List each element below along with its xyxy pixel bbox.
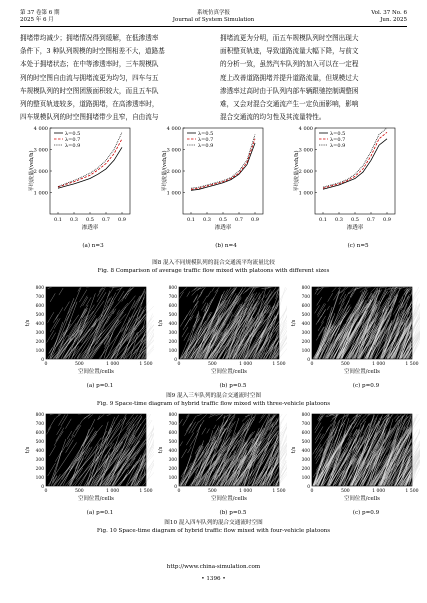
- fig9-caption-cn: 图9 混入三车队列的混合交通流时空图: [166, 393, 261, 399]
- x-tick-label: 1 500: [139, 362, 153, 367]
- y-tick-label: 700: [35, 421, 44, 427]
- y-tick-label: 300: [35, 457, 44, 463]
- x-tick-label: 0: [310, 489, 314, 494]
- fig10-caption-en: Fig. 10 Space-time diagram of hybrid traffic flow mixed with four-vehicle platoons: [96, 528, 331, 534]
- x-tick-label: 0: [177, 362, 181, 367]
- y-tick-label: 2 000: [33, 168, 48, 175]
- legend-label: λ=0.5: [330, 130, 346, 137]
- header-rule: [20, 26, 407, 27]
- text-line: 列的整页轨迹较多，道路拥堵，在高渗透率时，: [20, 100, 159, 109]
- y-axis-label: t/s: [25, 446, 31, 454]
- y-tick-label: 200: [35, 339, 44, 345]
- journal-volume-en: [371, 10, 407, 24]
- fig9-caption-en: Fig. 9 Space-time diagram of hybrid traffic flow mixed with three-vehicle platoons: [96, 401, 331, 407]
- y-tick-label: 400: [35, 321, 44, 327]
- text-line: 面积整页轨迹，导致道路流量大幅下降，与前文: [220, 47, 359, 56]
- x-tick-label: 0.1: [187, 217, 195, 223]
- x-tick-label: 1 500: [272, 362, 286, 367]
- y-tick-label: 500: [168, 312, 177, 318]
- x-tick-label: 0.9: [118, 217, 126, 223]
- journal-title-en: Journal of System Simulation: [172, 17, 255, 23]
- y-tick-label: 200: [301, 466, 310, 472]
- plot-frame: [50, 128, 130, 214]
- y-tick-label: 700: [168, 294, 177, 300]
- x-tick-label: 1 500: [405, 362, 419, 367]
- y-tick-label: 600: [168, 303, 177, 309]
- y-tick-label: 300: [35, 330, 44, 336]
- y-tick-label: 800: [301, 412, 310, 418]
- spacetime-9a: [24, 284, 154, 377]
- y-tick-label: 800: [168, 285, 177, 291]
- line-chart-b: [161, 124, 271, 236]
- x-tick-label: 0: [44, 489, 48, 494]
- text-line: 渗透率过高时由于队列内部车辆跟驰控制调整困: [220, 86, 359, 95]
- y-tick-label: 300: [168, 330, 177, 336]
- volume-issue-en: Vol. 37 No. 6: [371, 10, 407, 16]
- y-tick-label: 100: [168, 475, 177, 481]
- spacetime-10b: [157, 411, 287, 504]
- legend-label: λ=0.5: [65, 130, 81, 137]
- y-tick-label: 800: [35, 285, 44, 291]
- issue-date-en: Jun. 2025: [380, 17, 407, 23]
- x-axis-label: 空间位置/cells: [344, 369, 380, 375]
- x-tick-label: 0: [44, 362, 48, 367]
- y-tick-label: 0: [307, 484, 310, 490]
- y-tick-label: 3 000: [298, 147, 313, 154]
- text-line: 列的时空图自由流与拥堵流更为均匀，四车与五: [20, 73, 159, 82]
- y-tick-label: 300: [301, 330, 310, 336]
- y-axis-label: t/s: [291, 319, 297, 327]
- right-column-text: [220, 32, 407, 124]
- y-tick-label: 300: [168, 457, 177, 463]
- legend-label: λ=0.7: [330, 136, 346, 143]
- x-tick-label: 0.1: [54, 217, 62, 223]
- y-tick-label: 400: [168, 448, 177, 454]
- x-tick-label: 1 000: [106, 489, 120, 494]
- y-tick-label: 400: [301, 321, 310, 327]
- x-tick-label: 0.1: [319, 217, 327, 223]
- plot-frame: [315, 128, 395, 214]
- page-number: • 1396 •: [201, 576, 226, 582]
- y-tick-label: 800: [301, 285, 310, 291]
- subcaption-8c: (c) n=5: [347, 243, 369, 249]
- y-tick-label: 200: [168, 339, 177, 345]
- y-tick-label: 700: [168, 421, 177, 427]
- y-tick-label: 300: [301, 457, 310, 463]
- x-axis-label: 渗透率: [346, 225, 364, 231]
- y-tick-label: 100: [35, 348, 44, 354]
- y-tick-label: 200: [301, 339, 310, 345]
- legend-label: λ=0.9: [198, 142, 214, 149]
- spacetime-9c: [290, 284, 420, 377]
- y-tick-label: 600: [301, 303, 310, 309]
- legend-label: λ=0.9: [330, 142, 346, 149]
- x-axis-label: 空间位置/cells: [211, 369, 247, 375]
- fig8-caption-en: Fig. 8 Comparison of average traffic flow mixed with platoons with different sizes: [97, 268, 330, 274]
- y-tick-label: 100: [301, 475, 310, 481]
- x-tick-label: 500: [207, 362, 217, 367]
- journal-title-cn: 系统仿真学报: [196, 10, 230, 16]
- y-tick-label: 0: [174, 357, 177, 363]
- y-tick-label: 0: [174, 484, 177, 490]
- text-line: 难，又会对混合交通流产生一定负面影响，影响: [220, 100, 359, 109]
- y-tick-label: 3 000: [33, 147, 48, 154]
- y-tick-label: 4 000: [166, 125, 181, 132]
- y-tick-label: 600: [301, 430, 310, 436]
- y-tick-label: 500: [168, 439, 177, 445]
- x-tick-label: 0.5: [351, 217, 359, 223]
- x-tick-label: 0.7: [235, 217, 243, 223]
- subcaption-8b: (b) n=4: [215, 243, 237, 249]
- subcaption-9b: (b) p=0.5: [219, 383, 247, 389]
- text-line: 混合交通流的均匀性及其流量特性。: [220, 113, 326, 122]
- text-line: 拥堵流更为分明，而五车规模队列时空图出现大: [220, 34, 359, 42]
- y-tick-label: 700: [35, 294, 44, 300]
- text-line: 四车规模队列的时空图拥堵带少且窄，自由流与: [20, 113, 159, 122]
- subcaption-10c: (c) p=0.9: [352, 510, 380, 516]
- legend-label: λ=0.7: [198, 136, 214, 143]
- x-axis-label: 空间位置/cells: [78, 496, 114, 502]
- y-axis-label: 平均流量/(veh/h): [294, 150, 300, 192]
- x-tick-label: 0.3: [335, 217, 343, 223]
- left-column-text: [20, 32, 206, 124]
- text-line: 拥堵带均减少；拥堵情况得到缓解，在低渗透率: [20, 34, 159, 42]
- y-axis-label: t/s: [291, 446, 297, 454]
- y-tick-label: 4 000: [298, 125, 313, 132]
- y-tick-label: 0: [307, 357, 310, 363]
- subcaption-9a: (a) p=0.1: [86, 383, 114, 389]
- line-chart-a: [28, 124, 138, 236]
- text-line: 条件下，3 种队列规模的时空图相差不大，道路基: [20, 47, 165, 56]
- x-axis-label: 渗透率: [214, 225, 232, 231]
- y-tick-label: 0: [41, 357, 44, 363]
- y-tick-label: 600: [35, 303, 44, 309]
- x-axis-label: 空间位置/cells: [344, 496, 380, 502]
- x-tick-label: 0.3: [70, 217, 78, 223]
- text-line: 车规模队列的时空图团簇面积较大，而且五车队: [20, 86, 159, 95]
- y-tick-label: 500: [35, 312, 44, 318]
- y-tick-label: 2 000: [166, 168, 181, 175]
- y-tick-label: 700: [301, 294, 310, 300]
- y-tick-label: 1 000: [166, 190, 181, 197]
- y-tick-label: 800: [35, 412, 44, 418]
- x-tick-label: 1 500: [405, 489, 419, 494]
- spacetime-10a: [24, 411, 154, 504]
- y-tick-label: 200: [168, 466, 177, 472]
- x-tick-label: 0.7: [102, 217, 110, 223]
- y-tick-label: 100: [35, 475, 44, 481]
- text-line: 度上改善道路拥堵并提升道路流量，但规模过大: [220, 73, 359, 82]
- legend-label: λ=0.7: [65, 136, 81, 143]
- x-axis-label: 渗透率: [81, 225, 99, 231]
- y-axis-label: 平均流量/(veh/h): [29, 150, 35, 192]
- y-tick-label: 1 000: [33, 190, 48, 197]
- x-tick-label: 1 000: [239, 489, 253, 494]
- x-tick-label: 1 000: [239, 362, 253, 367]
- x-tick-label: 500: [340, 362, 350, 367]
- y-tick-label: 400: [168, 321, 177, 327]
- y-axis-label: t/s: [25, 319, 31, 327]
- series-line: [191, 143, 255, 190]
- subcaption-10a: (a) p=0.1: [86, 510, 114, 516]
- y-tick-label: 100: [301, 348, 310, 354]
- spacetime-10c: [290, 411, 420, 504]
- x-tick-label: 500: [74, 362, 84, 367]
- x-tick-label: 0: [177, 489, 181, 494]
- fig10-caption-cn: 图10 混入四车队列的混合交通流时空图: [164, 520, 263, 526]
- x-axis-label: 空间位置/cells: [78, 369, 114, 375]
- journal-title: [0, 10, 427, 24]
- y-tick-label: 0: [41, 484, 44, 490]
- y-tick-label: 500: [301, 312, 310, 318]
- x-tick-label: 0: [310, 362, 314, 367]
- text-line: 的分析一致，虽然汽车队列的加入可以在一定程: [220, 60, 359, 69]
- y-tick-label: 2 000: [298, 168, 313, 175]
- y-tick-label: 1 000: [298, 190, 313, 197]
- text-line: 本处于拥堵状态；在中等渗透率时，三车规模队: [20, 60, 159, 69]
- x-tick-label: 0.9: [383, 217, 391, 223]
- y-tick-label: 100: [168, 348, 177, 354]
- y-tick-label: 600: [35, 430, 44, 436]
- y-tick-label: 200: [35, 466, 44, 472]
- y-axis-label: t/s: [158, 319, 164, 327]
- x-tick-label: 1 500: [272, 489, 286, 494]
- x-tick-label: 0.7: [367, 217, 375, 223]
- y-tick-label: 400: [301, 448, 310, 454]
- x-tick-label: 1 000: [372, 489, 386, 494]
- line-chart-c: [293, 124, 403, 236]
- x-tick-label: 500: [74, 489, 84, 494]
- y-tick-label: 4 000: [33, 125, 48, 132]
- y-tick-label: 600: [168, 430, 177, 436]
- spacetime-9b: [157, 284, 287, 377]
- issue-date: 2025 年 6 月: [20, 17, 54, 23]
- x-tick-label: 0.5: [86, 217, 94, 223]
- legend-label: λ=0.5: [198, 130, 214, 137]
- y-axis-label: t/s: [158, 446, 164, 454]
- x-tick-label: 500: [340, 489, 350, 494]
- x-tick-label: 0.9: [251, 217, 259, 223]
- y-axis-label: 平均流量/(veh/h): [162, 150, 168, 192]
- x-tick-label: 0.3: [203, 217, 211, 223]
- x-tick-label: 1 500: [139, 489, 153, 494]
- plot-frame: [183, 128, 263, 214]
- subcaption-8a: (a) n=3: [82, 243, 104, 249]
- y-tick-label: 500: [301, 439, 310, 445]
- x-axis-label: 空间位置/cells: [211, 496, 247, 502]
- y-tick-label: 700: [301, 421, 310, 427]
- x-tick-label: 500: [207, 489, 217, 494]
- y-tick-label: 400: [35, 448, 44, 454]
- subcaption-9c: (c) p=0.9: [352, 383, 380, 389]
- y-tick-label: 500: [35, 439, 44, 445]
- x-tick-label: 0.5: [219, 217, 227, 223]
- x-tick-label: 1 000: [106, 362, 120, 367]
- series-line: [58, 147, 122, 188]
- x-tick-label: 1 000: [372, 362, 386, 367]
- legend-label: λ=0.9: [65, 142, 81, 149]
- subcaption-10b: (b) p=0.5: [219, 510, 247, 516]
- fig8-caption-cn: 图8 混入不同规模队列的混合交通流平均流量比较: [152, 260, 275, 266]
- y-tick-label: 3 000: [166, 147, 181, 154]
- footer-url[interactable]: http://www.china-simulation.com: [166, 564, 261, 570]
- y-tick-label: 800: [168, 412, 177, 418]
- volume-issue: 第 37 卷第 6 期: [20, 10, 60, 16]
